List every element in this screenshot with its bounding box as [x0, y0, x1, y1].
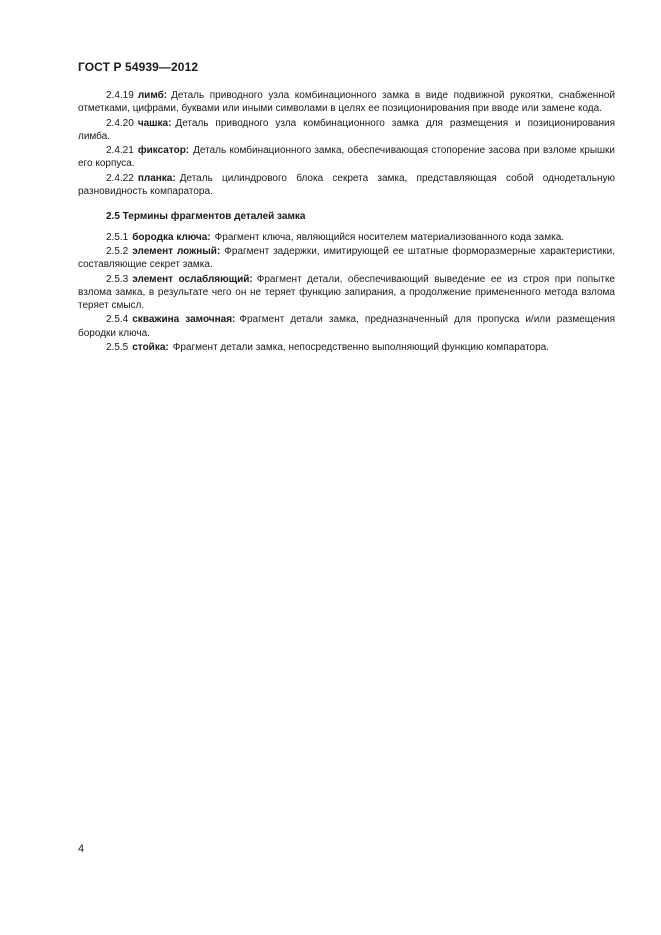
definition-2-4-22 — [78, 172, 615, 199]
definition-text: Деталь приводного узла комбинационного замка в виде подвижной рукоятки, снабженной отметками, цифрами, буквами или иными символами в целях ее позиционирования при вводе или замене кода. — [78, 90, 615, 115]
definition-2-5-1 — [78, 231, 615, 244]
definition-text: Фрагмент задержки, имитирующей ее штатные форморазмерные характеристики, составляющие секрет замка. — [78, 245, 615, 271]
clause-number: 2.5.3 — [106, 273, 129, 285]
definition-text: Фрагмент ключа, являющийся носителем материализованного кода замка. — [214, 231, 565, 243]
term: элемент ослабляющий: — [132, 273, 253, 285]
clause-number: 2.5.4 — [106, 314, 129, 326]
definition-2-4-19 — [78, 89, 615, 116]
definition-2-5-4 — [78, 313, 615, 340]
clause-number: 2.5.2 — [106, 245, 129, 257]
term: скважина замочная: — [132, 314, 236, 326]
term: элемент ложный: — [132, 245, 221, 257]
definition-2-5-2 — [78, 245, 615, 272]
clause-number: 2.4.20 — [106, 117, 134, 129]
definition-text: Деталь цилиндрового блока секрета замка, представляющая собой однодетальную разновидность компаратора. — [78, 172, 615, 198]
document-header: ГОСТ Р 54939—2012 — [78, 60, 199, 74]
definition-2-4-21 — [78, 144, 615, 171]
clause-number: 2.4.21 — [106, 145, 134, 157]
clause-number: 2.4.22 — [106, 172, 134, 184]
term: фиксатор: — [137, 145, 190, 157]
term: бородка ключа: — [132, 231, 211, 243]
clause-number: 2.5.1 — [106, 231, 129, 243]
clause-number: 2.4.19 — [106, 90, 134, 101]
definition-text: Деталь комбинационного замка, обеспечивающая стопорение засова при взломе крышки его корпуса. — [78, 145, 615, 170]
clause-number: 2.5.5 — [106, 342, 129, 354]
term: планка: — [137, 172, 176, 184]
document-body — [78, 89, 615, 355]
definition-text: Фрагмент детали замка, непосредственно выполняющий функцию компаратора. — [172, 342, 550, 354]
definition-2-5-5 — [78, 341, 615, 354]
definition-text: Деталь приводного узла комбинационного замка для размещения и позиционирования лимба. — [78, 117, 615, 142]
page-number: 4 — [78, 843, 85, 855]
definition-2-5-3 — [78, 273, 615, 313]
term: чашка: — [137, 117, 172, 129]
term: стойка: — [132, 342, 169, 354]
definition-text: Фрагмент детали замка, предназначенный для пропуска и/или размещения бородки ключа. — [78, 314, 615, 339]
section-heading: 2.5 Термины фрагментов деталей замка — [106, 211, 306, 223]
definition-text: Фрагмент детали, обеспечивающий выведение ее из строя при попытке взлома замка, в результате чего он не теряет функцию запирания, а продолжение примененного метода взлома теряет смысл. — [78, 273, 615, 312]
definition-2-4-20 — [78, 117, 615, 144]
term: лимб: — [137, 90, 168, 101]
